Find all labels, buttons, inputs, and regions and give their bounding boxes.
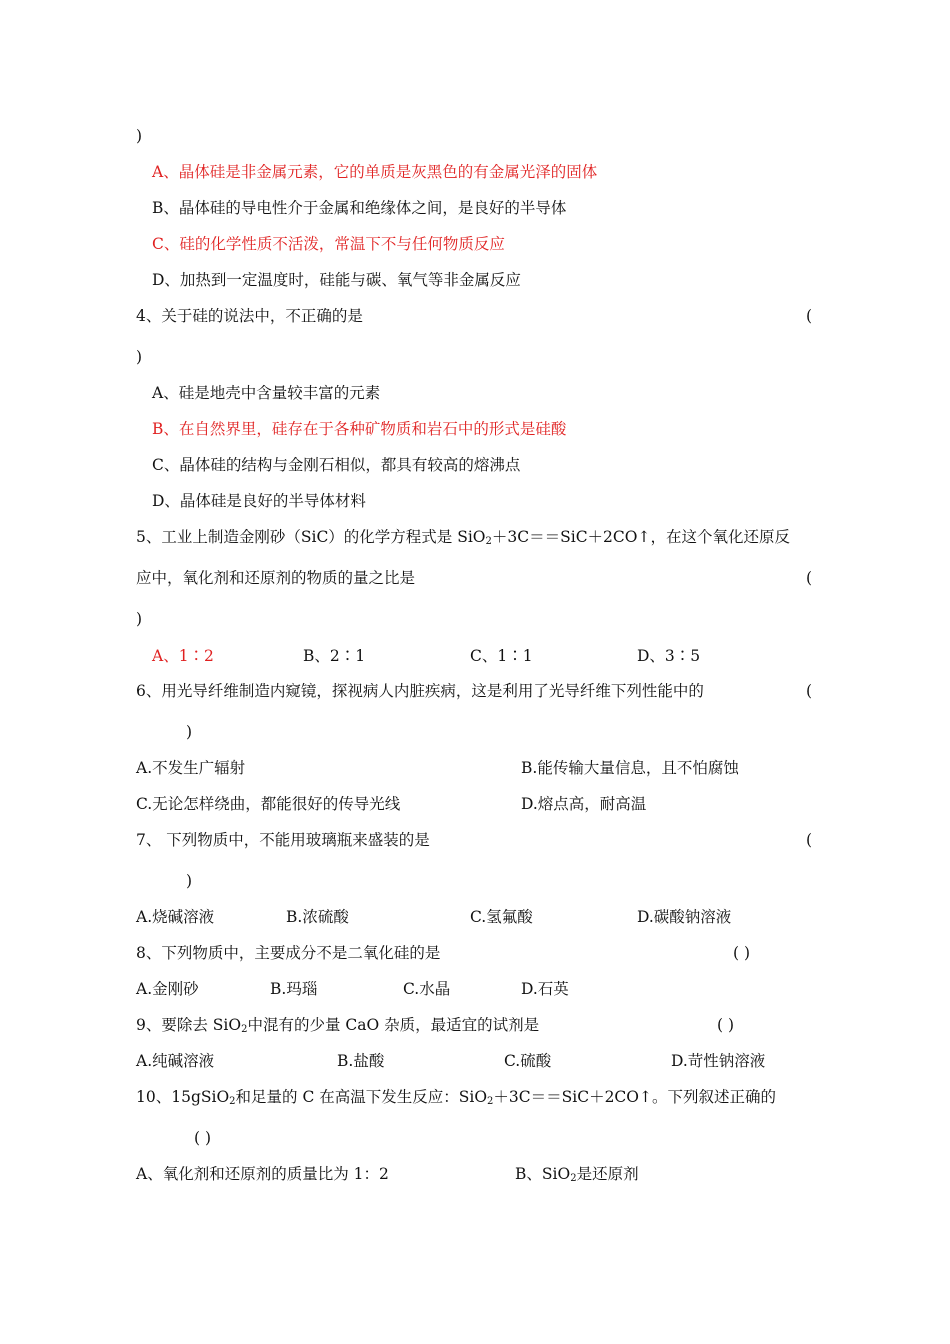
q4-option-a: A、硅是地壳中含量较丰富的元素 <box>152 384 381 402</box>
q5-option-c: C、1∶1 <box>470 647 533 665</box>
q6-option-d: D.熔点高，耐高温 <box>521 795 647 813</box>
q8-option-a: A.金刚砂 <box>136 980 199 998</box>
q9-option-c: C.硫酸 <box>504 1052 552 1070</box>
q4-close-paren: ) <box>136 348 143 366</box>
q10-stem: 10、15gSiO$_2$和足量的 C 在高温下发生反应：SiO$_2$＋3C＝＝SiC＋2CO↑。下列叙述正确的 <box>136 1088 776 1107</box>
q8-option-d: D.石英 <box>521 980 569 998</box>
q4-stem: 4、关于硅的说法中，不正确的是 <box>136 307 363 325</box>
q9-answer-paren: ( ) <box>717 1016 735 1034</box>
q6-option-c: C.无论怎样绕曲，都能很好的传导光线 <box>136 795 401 813</box>
q5-stem-line2: 应中，氧化剂和还原剂的物质的量之比是 <box>136 569 416 587</box>
q7-option-b: B.浓硫酸 <box>286 908 349 926</box>
q8-answer-paren: ( ) <box>733 944 751 962</box>
q7-stem: 7、 下列物质中，不能用玻璃瓶来盛装的是 <box>136 831 430 849</box>
q10-option-a: A、氧化剂和还原剂的质量比为 1：2 <box>136 1165 389 1183</box>
q7-close-paren: ) <box>186 872 193 890</box>
q3-close-paren: ) <box>136 127 143 145</box>
q9-option-d: D.苛性钠溶液 <box>671 1052 766 1070</box>
q5-stem: 5、工业上制造金刚砂（SiC）的化学方程式是 SiO$_2$＋3C＝＝SiC＋2CO↑，在这个氧化还原反 <box>136 528 790 547</box>
q8-stem: 8、下列物质中，主要成分不是二氧化硅的是 <box>136 944 441 962</box>
q5-open-paren: ( <box>806 569 813 587</box>
q3-option-b: B、晶体硅的导电性介于金属和绝缘体之间，是良好的半导体 <box>152 199 567 217</box>
q5-option-d: D、3∶5 <box>637 647 701 665</box>
q6-stem: 6、用光导纤维制造内窥镜，探视病人内脏疾病，这是利用了光导纤维下列性能中的 <box>136 682 704 700</box>
q4-option-b: B、在自然界里，硅存在于各种矿物质和岩石中的形式是硅酸 <box>152 420 567 438</box>
q3-option-a: A、晶体硅是非金属元素，它的单质是灰黑色的有金属光泽的固体 <box>152 163 598 181</box>
q3-option-c: C、硅的化学性质不活泼，常温下不与任何物质反应 <box>152 235 505 253</box>
q6-option-b: B.能传输大量信息，且不怕腐蚀 <box>521 759 739 777</box>
q9-stem: 9、要除去 SiO$_2$中混有的少量 CaO 杂质，最适宜的试剂是 <box>136 1016 540 1035</box>
q5-option-a: A、1∶2 <box>152 647 214 665</box>
q7-option-c: C.氢氟酸 <box>470 908 533 926</box>
q6-option-a: A.不发生广辐射 <box>136 759 246 777</box>
q6-close-paren: ) <box>186 723 193 741</box>
q5-close-paren: ) <box>136 610 143 628</box>
q8-option-c: C.水晶 <box>403 980 451 998</box>
q9-option-a: A.纯碱溶液 <box>136 1052 215 1070</box>
q9-option-b: B.盐酸 <box>337 1052 385 1070</box>
q7-open-paren: ( <box>806 831 813 849</box>
q8-option-b: B.玛瑙 <box>270 980 318 998</box>
q7-option-a: A.烧碱溶液 <box>136 908 215 926</box>
q5-option-b: B、2∶1 <box>303 647 366 665</box>
q4-option-d: D、晶体硅是良好的半导体材料 <box>152 492 366 510</box>
q3-option-d: D、加热到一定温度时，硅能与碳、氧气等非金属反应 <box>152 271 521 289</box>
q10-answer-paren: ( ) <box>194 1129 212 1147</box>
q6-open-paren: ( <box>806 682 813 700</box>
q4-open-paren: ( <box>806 307 813 325</box>
q7-option-d: D.碳酸钠溶液 <box>637 908 732 926</box>
q10-option-b: B、SiO$_2$是还原剂 <box>515 1165 639 1184</box>
q4-option-c: C、晶体硅的结构与金刚石相似，都具有较高的熔沸点 <box>152 456 521 474</box>
